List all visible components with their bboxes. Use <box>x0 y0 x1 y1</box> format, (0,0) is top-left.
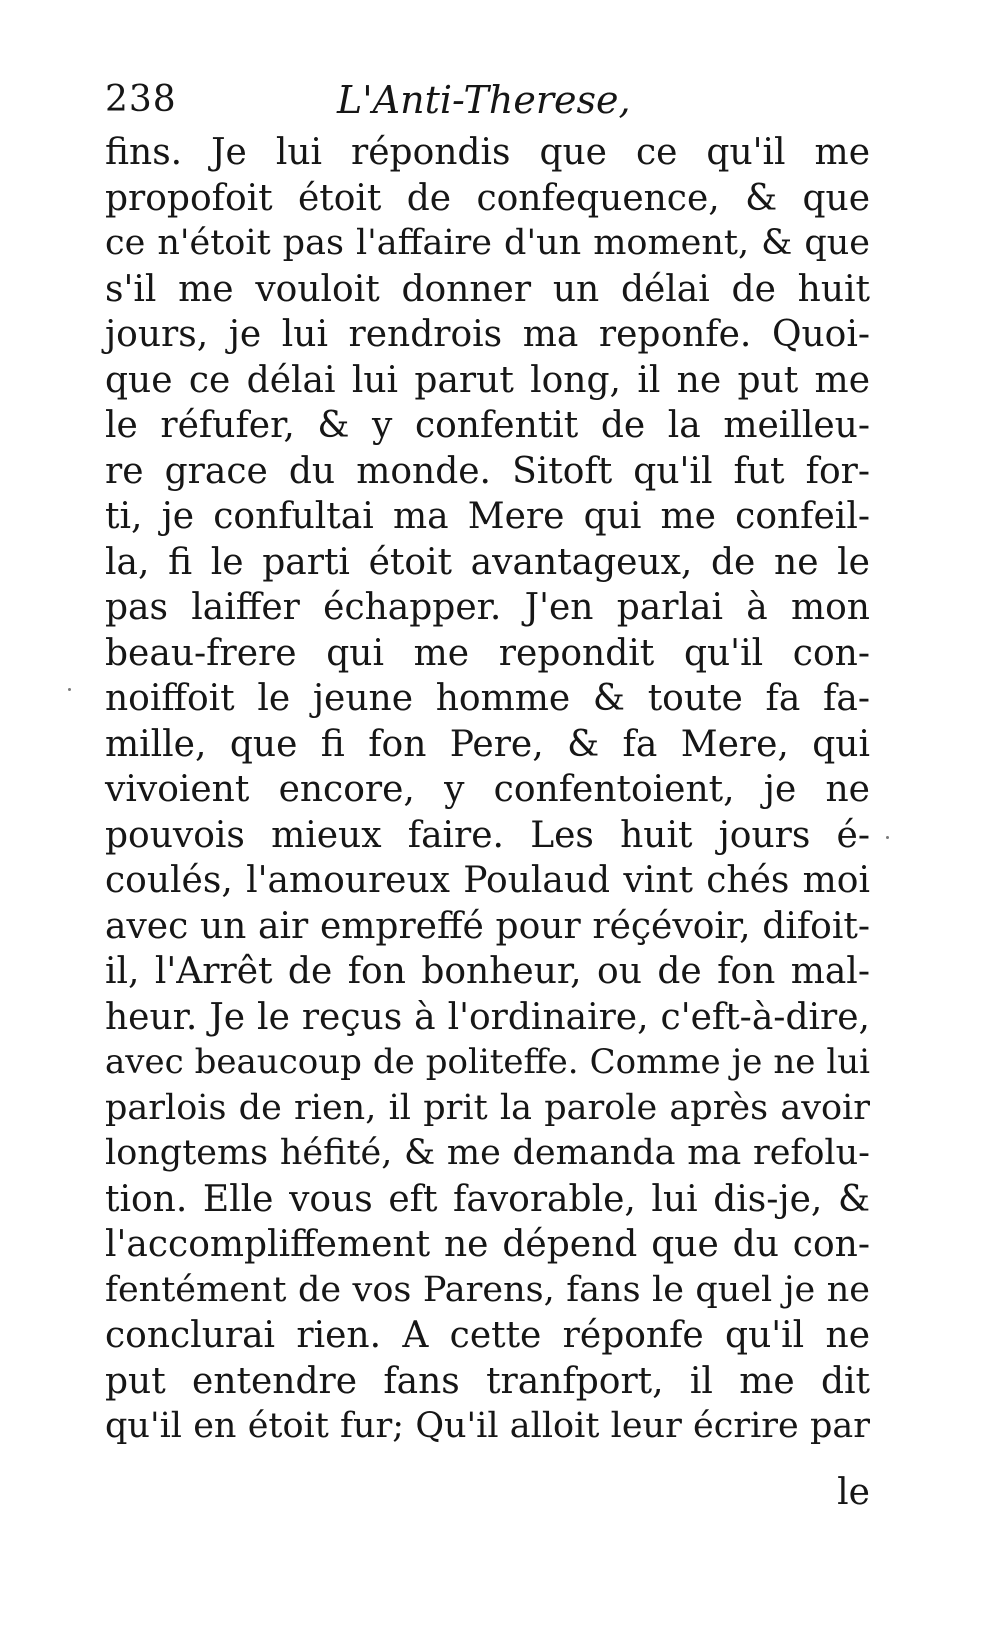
text-line: jours, je lui rendrois ma reponfe. Quoi- <box>105 314 870 355</box>
text-line: fentément de vos Parens, fans le quel je ne <box>105 1269 870 1310</box>
text-line: put entendre fans tranfport, il me dit <box>105 1360 870 1402</box>
text-line: heur. Je le reçus à l'ordinaire, c'eft-à-dire, <box>105 996 870 1038</box>
text-line: s'il me vouloit donner un délai de huit <box>105 268 870 310</box>
text-line: re grace du monde. Sitoft qu'il fut for- <box>105 450 870 492</box>
text-line: vivoient encore, y confentoient, je ne <box>105 769 870 810</box>
text-line: fins. Je lui répondis que ce qu'il me <box>105 132 870 173</box>
text-line: tion. Elle vous eft favorable, lui dis-je, & <box>105 1178 870 1220</box>
running-title: L'Anti-Therese, <box>337 78 631 122</box>
text-line: pas laiffer échapper. J'en parlai à mon <box>105 587 870 628</box>
text-line: la, fi le parti étoit avantageux, de ne le <box>105 541 870 583</box>
text-line: ti, je confultai ma Mere qui me confeil- <box>105 496 870 537</box>
text-line: avec un air empreffé pour réçévoir, difoit- <box>105 905 870 947</box>
text-line: il, l'Arrêt de fon bonheur, ou de fon mal- <box>105 951 870 992</box>
text-line: l'accompliffement ne dépend que du con- <box>105 1224 870 1265</box>
text-line: parlois de rien, il prit la parole après avoir <box>105 1087 870 1128</box>
text-line: pouvois mieux faire. Les huit jours é- <box>105 814 870 856</box>
page-number: 238 <box>105 79 177 120</box>
text-line: propofoit étoit de confequence, & que <box>105 177 870 219</box>
text-line: conclurai rien. A cette réponfe qu'il ne <box>105 1315 870 1356</box>
page-header <box>105 78 870 128</box>
text-line: noiffoit le jeune homme & toute fa fa- <box>105 678 870 719</box>
text-line: avec beaucoup de politeffe. Comme je ne lui <box>105 1042 870 1082</box>
print-speck <box>68 688 71 691</box>
catchword: le <box>837 1472 870 1513</box>
print-speck <box>886 836 889 839</box>
text-line: ce n'étoit pas l'affaire d'un moment, & que <box>105 223 870 263</box>
text-line: longtems héfité, & me demanda ma refolu- <box>105 1133 870 1173</box>
text-line: beau-frere qui me repondit qu'il con- <box>105 632 870 674</box>
text-line: coulés, l'amoureux Poulaud vint chés moi <box>105 860 870 901</box>
text-line: qu'il en étoit fur; Qu'il alloit leur écrire par <box>105 1406 870 1446</box>
body-text <box>105 130 870 1450</box>
text-line: le réfufer, & y confentit de la meilleu- <box>105 405 870 446</box>
text-line: mille, que fi fon Pere, & fa Mere, qui <box>105 723 870 765</box>
text-line: que ce délai lui parut long, il ne put me <box>105 359 870 401</box>
